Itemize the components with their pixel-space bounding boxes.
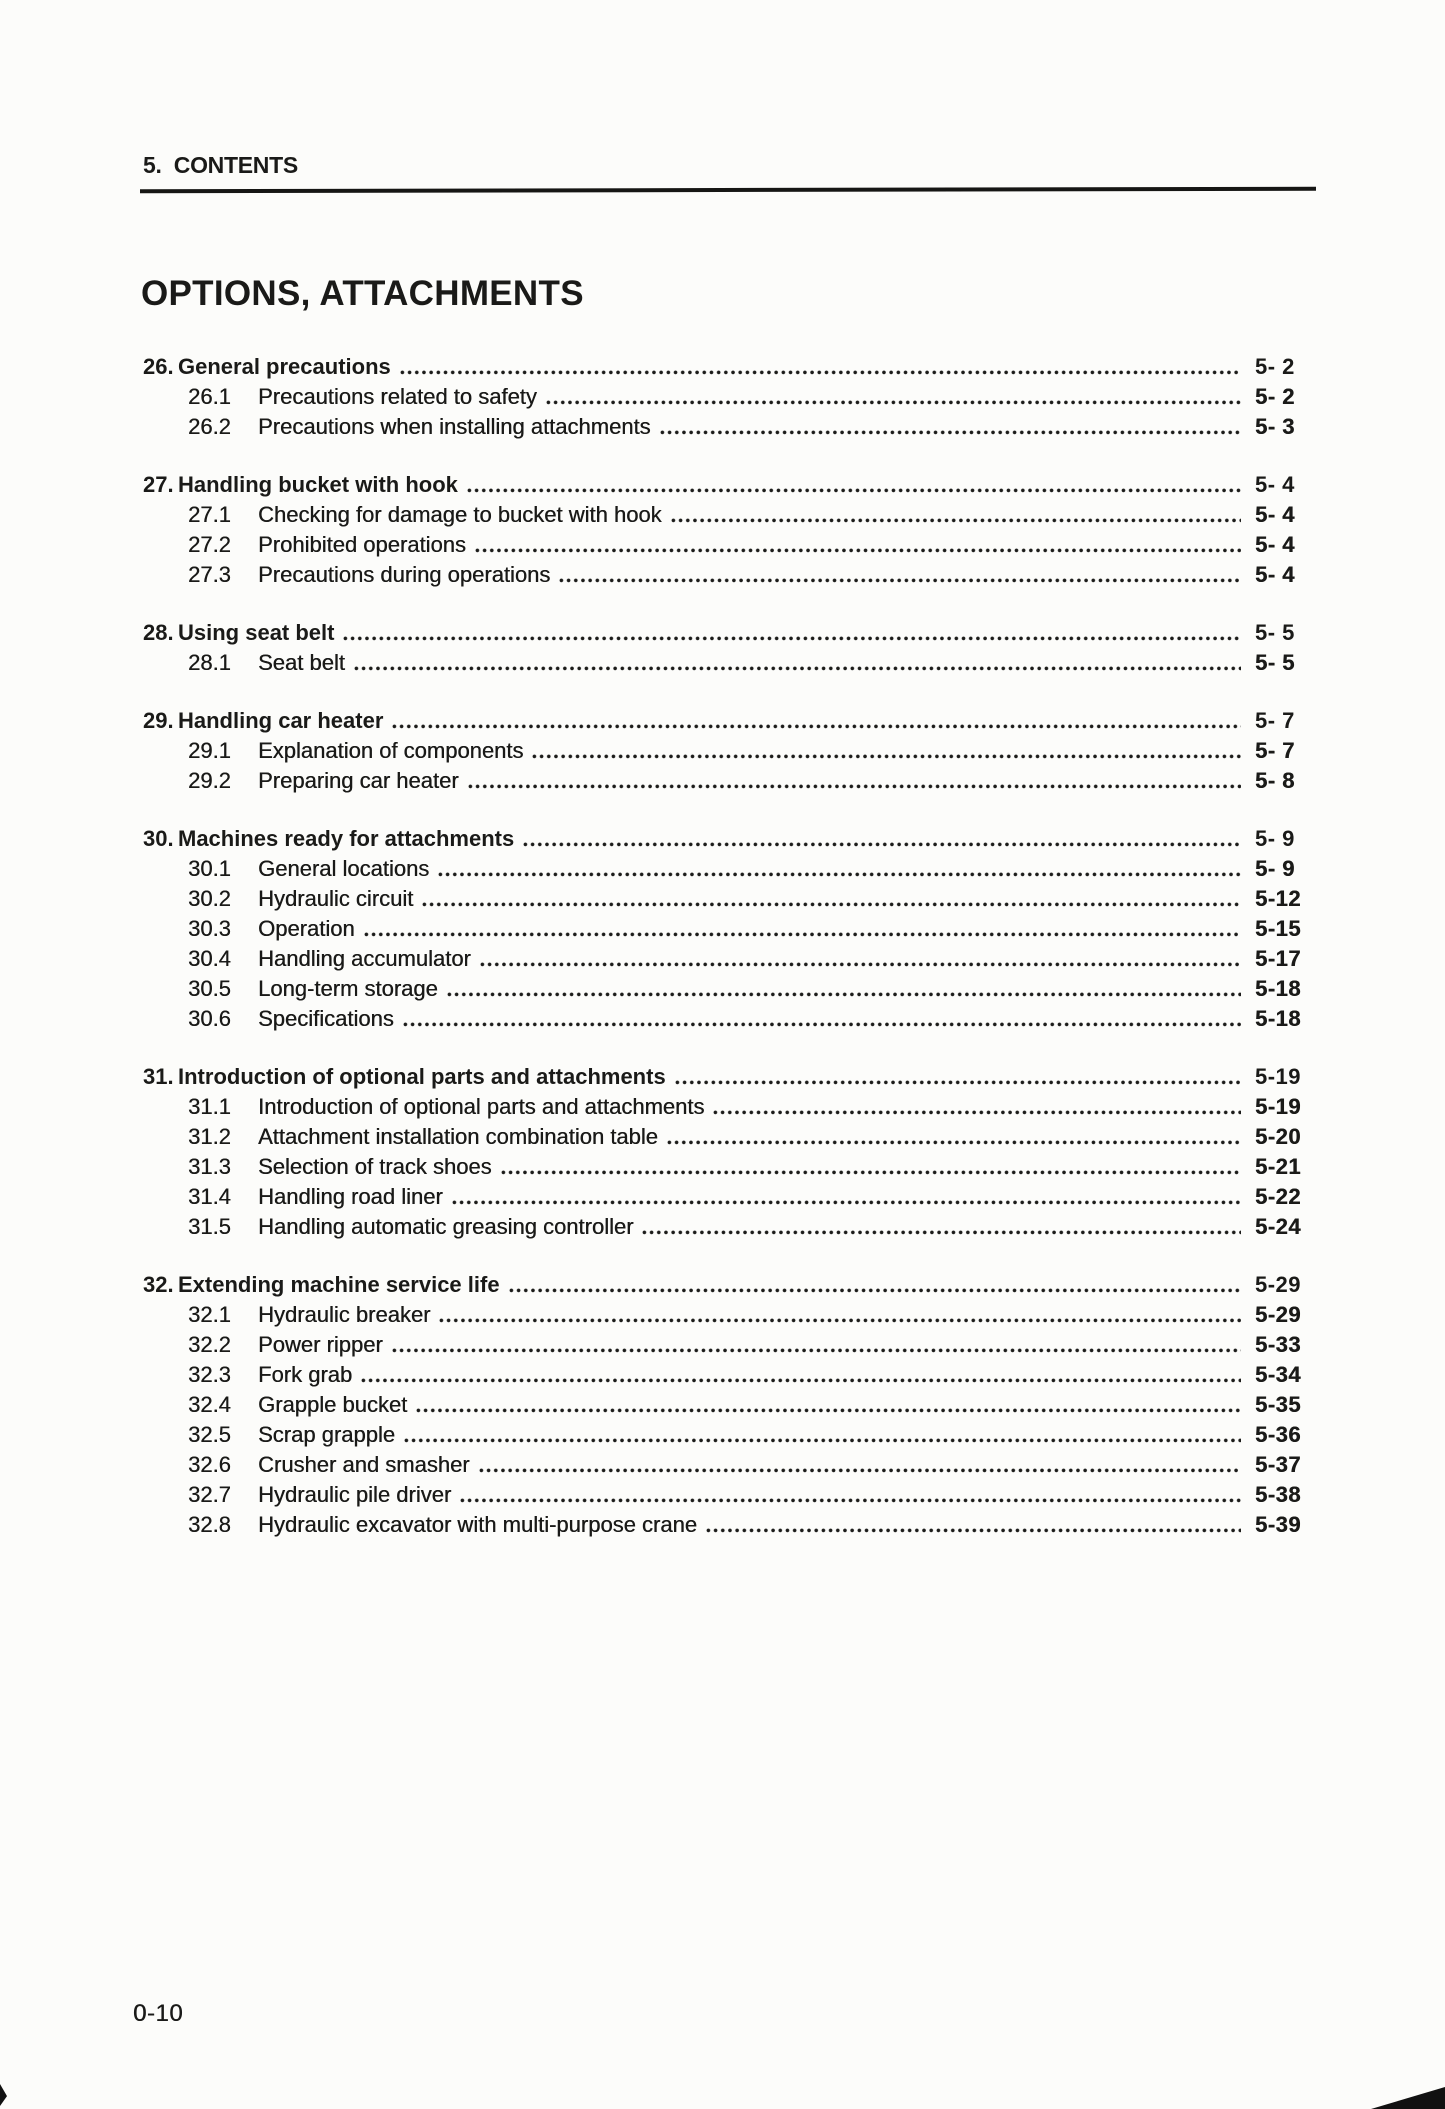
- dotted-leader: [361, 1378, 1241, 1383]
- entry-page: 5- 9: [1255, 826, 1295, 851]
- entry-number: 27.1: [188, 502, 231, 527]
- entry-page: 5-12: [1255, 886, 1302, 911]
- toc-section: [143, 823, 1313, 1033]
- entry-number: 31.3: [188, 1154, 231, 1179]
- page-header-label: 5. CONTENTS: [143, 152, 298, 178]
- toc-section: [143, 705, 1313, 795]
- entry-title: Crusher and smasher: [258, 1452, 470, 1477]
- entry-title: Explanation of components: [258, 738, 524, 763]
- dotted-leader: [343, 636, 1241, 641]
- entry-page: 5-38: [1255, 1482, 1302, 1507]
- entry-number: 30.5: [188, 976, 231, 1001]
- dotted-leader: [475, 548, 1241, 553]
- toc-entry-sub: [188, 1479, 1313, 1509]
- toc-entry-main: [143, 823, 1313, 853]
- entry-title: Specifications: [258, 1006, 394, 1031]
- toc-entry-sub: [188, 765, 1313, 795]
- entry-title: Hydraulic breaker: [258, 1302, 431, 1327]
- toc-entry-main: [143, 705, 1313, 735]
- entry-title: Precautions related to safety: [258, 384, 537, 409]
- entry-page: 5-29: [1255, 1272, 1302, 1297]
- dotted-leader: [501, 1170, 1241, 1175]
- dotted-leader: [480, 962, 1241, 967]
- toc-subentries: [143, 647, 1313, 677]
- entry-number: 29.: [143, 708, 174, 733]
- entry-page: 5- 8: [1255, 768, 1295, 793]
- entry-number: 29.1: [188, 738, 231, 763]
- toc-subentries: [143, 1299, 1313, 1539]
- scan-artifact-bottom-left: [0, 2084, 7, 2106]
- toc-entry-sub: [188, 381, 1313, 411]
- toc-entry-sub: [188, 1359, 1313, 1389]
- toc-entry-sub: [188, 411, 1313, 441]
- entry-title: Precautions when installing attachments: [258, 414, 651, 439]
- entry-number: 26.2: [188, 414, 231, 439]
- entry-title: Fork grab: [258, 1362, 353, 1387]
- entry-title: Hydraulic excavator with multi-purpose crane: [258, 1512, 697, 1537]
- toc-entry-sub: [188, 1151, 1313, 1181]
- toc-entry-sub: [188, 1181, 1313, 1211]
- dotted-leader: [354, 666, 1241, 671]
- entry-page: 5- 5: [1255, 650, 1295, 675]
- entry-number: 28.: [143, 620, 174, 645]
- toc-subentries: [143, 381, 1313, 441]
- entry-number: 31.: [143, 1064, 174, 1089]
- entry-page: 5-17: [1255, 946, 1302, 971]
- entry-page: 5-18: [1255, 1006, 1302, 1031]
- dotted-leader: [364, 932, 1241, 937]
- entry-title: Handling accumulator: [258, 946, 471, 971]
- dotted-leader: [452, 1200, 1241, 1205]
- dotted-leader: [546, 400, 1241, 405]
- entry-page: 5-20: [1255, 1124, 1302, 1149]
- entry-page: 5- 4: [1255, 562, 1295, 587]
- entry-page: 5- 7: [1255, 708, 1295, 733]
- entry-number: 30.3: [188, 916, 231, 941]
- entry-title: Operation: [258, 916, 355, 941]
- entry-number: 31.2: [188, 1124, 231, 1149]
- dotted-leader: [403, 1022, 1241, 1027]
- dotted-leader: [642, 1230, 1241, 1235]
- dotted-leader: [559, 578, 1241, 583]
- dotted-leader: [671, 518, 1241, 523]
- toc-entry-sub: [188, 647, 1313, 677]
- entry-title: Selection of track shoes: [258, 1154, 492, 1179]
- entry-page: 5-19: [1255, 1064, 1302, 1089]
- entry-page: 5-24: [1255, 1214, 1302, 1239]
- toc-entry-main: [143, 617, 1313, 647]
- entry-page: 5- 9: [1255, 856, 1295, 881]
- dotted-leader: [438, 872, 1241, 877]
- entry-page: 5- 4: [1255, 472, 1295, 497]
- entry-number: 30.2: [188, 886, 231, 911]
- dotted-leader: [460, 1498, 1241, 1503]
- entry-title: Machines ready for attachments: [178, 826, 515, 851]
- entry-page: 5-21: [1255, 1154, 1302, 1179]
- dotted-leader: [660, 430, 1241, 435]
- entry-page: 5-37: [1255, 1452, 1302, 1477]
- entry-page: 5-18: [1255, 976, 1302, 1001]
- entry-page: 5-39: [1255, 1512, 1302, 1537]
- entry-title: Handling bucket with hook: [178, 472, 458, 497]
- entry-title: Using seat belt: [178, 620, 335, 645]
- toc-entry-sub: [188, 559, 1313, 589]
- dotted-leader: [468, 784, 1241, 789]
- entry-title: Handling road liner: [258, 1184, 443, 1209]
- entry-number: 32.8: [188, 1512, 231, 1537]
- entry-page: 5-34: [1255, 1362, 1302, 1387]
- entry-number: 28.1: [188, 650, 231, 675]
- entry-title: Precautions during operations: [258, 562, 551, 587]
- toc-entry-sub: [188, 1121, 1313, 1151]
- entry-title: Extending machine service life: [178, 1272, 500, 1297]
- toc-entry-sub: [188, 1449, 1313, 1479]
- dotted-leader: [416, 1408, 1241, 1413]
- toc-entry-sub: [188, 943, 1313, 973]
- toc-entry-main: [143, 351, 1313, 381]
- entry-number: 31.1: [188, 1094, 231, 1119]
- toc-entry-sub: [188, 853, 1313, 883]
- dotted-leader: [447, 992, 1241, 997]
- entry-page: 5-29: [1255, 1302, 1302, 1327]
- entry-number: 32.: [143, 1272, 174, 1297]
- entry-title: General precautions: [178, 354, 391, 379]
- toc-entry-sub: [188, 1003, 1313, 1033]
- page-number-footer: 0-10: [133, 2000, 184, 2027]
- dotted-leader: [404, 1438, 1241, 1443]
- dotted-leader: [523, 842, 1241, 847]
- entry-number: 32.2: [188, 1332, 231, 1357]
- toc-entry-sub: [188, 913, 1313, 943]
- entry-title: Seat belt: [258, 650, 345, 675]
- toc-entry-sub: [188, 883, 1313, 913]
- entry-number: 32.1: [188, 1302, 231, 1327]
- toc-entry-sub: [188, 1389, 1313, 1419]
- entry-page: 5- 2: [1255, 354, 1295, 379]
- entry-number: 32.7: [188, 1482, 231, 1507]
- entry-title: Handling car heater: [178, 708, 384, 733]
- toc-subentries: [143, 735, 1313, 795]
- toc-entry-sub: [188, 1329, 1313, 1359]
- dotted-leader: [706, 1528, 1241, 1533]
- entry-page: 5- 4: [1255, 532, 1295, 557]
- entry-number: 30.4: [188, 946, 231, 971]
- entry-page: 5-36: [1255, 1422, 1302, 1447]
- entry-page: 5- 4: [1255, 502, 1295, 527]
- page-title: OPTIONS, ATTACHMENTS: [141, 274, 584, 313]
- entry-number: 32.3: [188, 1362, 231, 1387]
- toc-section: [143, 469, 1313, 589]
- toc-section: [143, 1061, 1313, 1241]
- entry-number: 27.: [143, 472, 174, 497]
- toc-section: [143, 351, 1313, 441]
- toc-subentries: [143, 1091, 1313, 1241]
- dotted-leader: [422, 902, 1241, 907]
- dotted-leader: [392, 724, 1241, 729]
- toc-entry-sub: [188, 735, 1313, 765]
- dotted-leader: [439, 1318, 1241, 1323]
- entry-title: Attachment installation combination table: [258, 1124, 658, 1149]
- dotted-leader: [509, 1288, 1241, 1293]
- entry-number: 30.6: [188, 1006, 231, 1031]
- entry-number: 31.5: [188, 1214, 231, 1239]
- toc-entry-sub: [188, 973, 1313, 1003]
- dotted-leader: [713, 1110, 1241, 1115]
- entry-number: 26.1: [188, 384, 231, 409]
- entry-title: Long-term storage: [258, 976, 438, 1001]
- entry-title: Introduction of optional parts and attachments: [258, 1094, 705, 1119]
- toc-entry-sub: [188, 1211, 1313, 1241]
- entry-page: 5-33: [1255, 1332, 1302, 1357]
- toc-entry-main: [143, 1061, 1313, 1091]
- toc-entry-sub: [188, 529, 1313, 559]
- header-rule: [140, 187, 1316, 193]
- entry-title: Prohibited operations: [258, 532, 466, 557]
- entry-title: Introduction of optional parts and attachments: [178, 1064, 666, 1089]
- entry-page: 5-35: [1255, 1392, 1302, 1417]
- entry-number: 32.5: [188, 1422, 231, 1447]
- scan-artifact-bottom-right: [1371, 2087, 1445, 2109]
- entry-title: Power ripper: [258, 1332, 383, 1357]
- entry-title: Hydraulic pile driver: [258, 1482, 452, 1507]
- toc-section: [143, 617, 1313, 677]
- entry-number: 32.6: [188, 1452, 231, 1477]
- toc-entry-sub: [188, 1091, 1313, 1121]
- dotted-leader: [675, 1080, 1241, 1085]
- entry-number: 30.: [143, 826, 174, 851]
- toc-entry-sub: [188, 1509, 1313, 1539]
- entry-page: 5- 5: [1255, 620, 1295, 645]
- dotted-leader: [667, 1140, 1241, 1145]
- entry-number: 32.4: [188, 1392, 231, 1417]
- toc-subentries: [143, 499, 1313, 589]
- dotted-leader: [392, 1348, 1241, 1353]
- entry-number: 26.: [143, 354, 174, 379]
- dotted-leader: [532, 754, 1241, 759]
- entry-title: Grapple bucket: [258, 1392, 408, 1417]
- toc-entry-main: [143, 469, 1313, 499]
- toc-section: [143, 1269, 1313, 1539]
- entry-title: Hydraulic circuit: [258, 886, 414, 911]
- toc-entry-sub: [188, 499, 1313, 529]
- dotted-leader: [479, 1468, 1241, 1473]
- entry-title: Preparing car heater: [258, 768, 459, 793]
- entry-title: Handling automatic greasing controller: [258, 1214, 634, 1239]
- entry-number: 30.1: [188, 856, 231, 881]
- entry-page: 5- 3: [1255, 414, 1295, 439]
- entry-number: 27.2: [188, 532, 231, 557]
- entry-number: 29.2: [188, 768, 231, 793]
- toc-entry-main: [143, 1269, 1313, 1299]
- toc-entry-sub: [188, 1419, 1313, 1449]
- toc-subentries: [143, 853, 1313, 1033]
- toc-entry-sub: [188, 1299, 1313, 1329]
- entry-title: General locations: [258, 856, 430, 881]
- entry-title: Scrap grapple: [258, 1422, 395, 1447]
- entry-title: Checking for damage to bucket with hook: [258, 502, 662, 527]
- entry-page: 5- 7: [1255, 738, 1295, 763]
- entry-page: 5-22: [1255, 1184, 1302, 1209]
- entry-number: 27.3: [188, 562, 231, 587]
- dotted-leader: [467, 488, 1241, 493]
- entry-page: 5- 2: [1255, 384, 1295, 409]
- toc-list: [143, 351, 1313, 1539]
- entry-page: 5-19: [1255, 1094, 1302, 1119]
- dotted-leader: [400, 370, 1241, 375]
- entry-number: 31.4: [188, 1184, 231, 1209]
- entry-page: 5-15: [1255, 916, 1302, 941]
